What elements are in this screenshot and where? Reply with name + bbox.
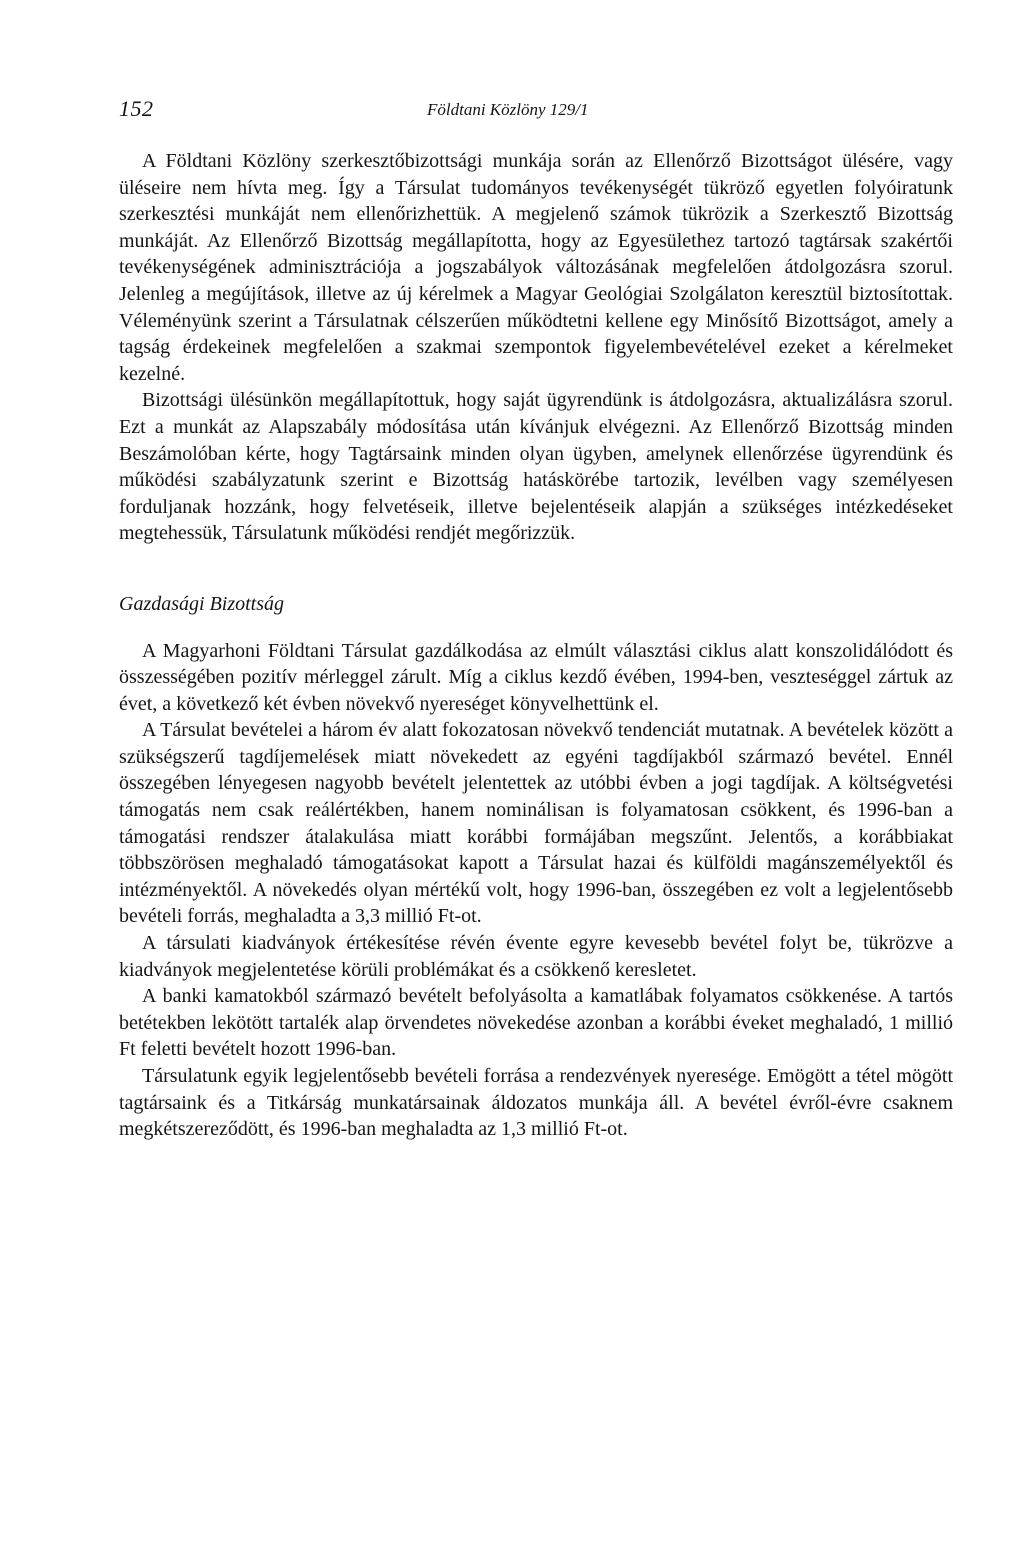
body-paragraph: A Magyarhoni Földtani Társulat gazdálkodása az elmúlt választási ciklus alatt konszolidálódott és összességében pozitív mérleggel zárult. Míg a ciklus kezdő évében, 1994-ben, veszteséggel zártuk az évet, a következő két évben növekvő nyereséget könyvelhettünk el.	[119, 639, 953, 715]
body-paragraph: A Földtani Közlöny szerkesztőbizottsági munkája során az Ellenőrző Bizottságot ülésére, vagy üléseire nem hívta meg. Így a Társulat tudományos tevékenységét tükröző egyetlen folyóiratunk szerkesztési munkáját nem ellenőrizhettük. A megjelenő számok tükrözik a Szerkesztő Bizottság munkáját. Az Ellenőrző Bizottság megállapította, hogy az Egyesülethez tartozó tagtársak szakértői tevékenységének adminisztrációja a jogszabályok változásának megfelelően átdolgozásra szorul. Jelenleg a megújítások, illetve az új kérelmek a Magyar Geológiai Szolgálaton keresztül biztosítottak. Véleményünk szerint a Társulatnak célszerűen működtetni kellene egy Minősítő Bizottságot, amely a tagság érdekeinek megfelelően a szakmai szempontok figyelembevételével ezeket a kérelmeket kezelné.	[119, 150, 953, 385]
body-paragraph: A társulati kiadványok értékesítése révén évente egyre kevesebb bevétel folyt be, tükrözve a kiadványok megjelentetése körüli problémákat és a csökkenő keresletet.	[119, 932, 953, 981]
section-heading: Gazdasági Bizottság	[119, 592, 285, 615]
running-header	[119, 96, 953, 132]
journal-title: Földtani Közlöny 129/1	[427, 100, 589, 119]
document-page	[119, 96, 953, 1143]
body-paragraph: A Társulat bevételei a három év alatt fokozatosan növekvő tendenciát mutatnak. A bevételek között a szükségszerű tagdíjemelések miatt növekedett az egyéni tagdíjakból származó bevétel. Ennél összegében lényegesen nagyobb bevételt jelentettek az utóbbi évben a jogi tagdíjak. A költségvetési támogatás nem csak reálértékben, hanem nominálisan is folyamatosan csökkent, és 1996-ban a támogatási rendszer átalakulása miatt korábbi formájában megszűnt. Jelentős, a korábbiakat többszörösen meghaladó támogatásokat kapott a Társulat hazai és külföldi magánszemélyektől és intézményektől. A növekedés olyan mértékű volt, hogy 1996-ban, összegében ez volt a legjelentősebb bevételi forrás, meghaladta a 3,3 millió Ft-ot.	[119, 719, 953, 928]
body-paragraph: Társulatunk egyik legjelentősebb bevételi forrása a rendezvények nyeresége. Emögött a tétel mögött tagtársaink és a Titkárság munkatársainak áldozatos munkája áll. A bevétel évről-évre csaknem megkétszereződött, és 1996-ban meghaladta az 1,3 millió Ft-ot.	[119, 1065, 953, 1141]
body-paragraph: Bizottsági ülésünkön megállapítottuk, hogy saját ügyrendünk is átdolgozásra, aktualizálásra szorul. Ezt a munkát az Alapszabály módosítása után kívánjuk elvégezni. Az Ellenőrző Bizottság minden Beszámolóban kérte, hogy Tagtársaink minden olyan ügyben, amelynek ellenőrzése ügyrendünk és működési szabályzatunk szerint e Bizottság hatáskörébe tartozik, levélben vagy személyesen forduljanak hozzánk, hogy felvetéseik, illetve bejelentéseik alapján a szükséges intézkedéseket megtehessük, Társulatunk működési rendjét megőrizzük.	[119, 389, 953, 545]
body-paragraph: A banki kamatokból származó bevételt befolyásolta a kamatlábak folyamatos csökkenése. A tartós betétekben lekötött tartalék alap örvendetes növekedése azonban a korábbi éveket meghaladó, 1 millió Ft feletti bevételt hozott 1996-ban.	[119, 985, 953, 1061]
page-number: 152	[119, 96, 154, 121]
